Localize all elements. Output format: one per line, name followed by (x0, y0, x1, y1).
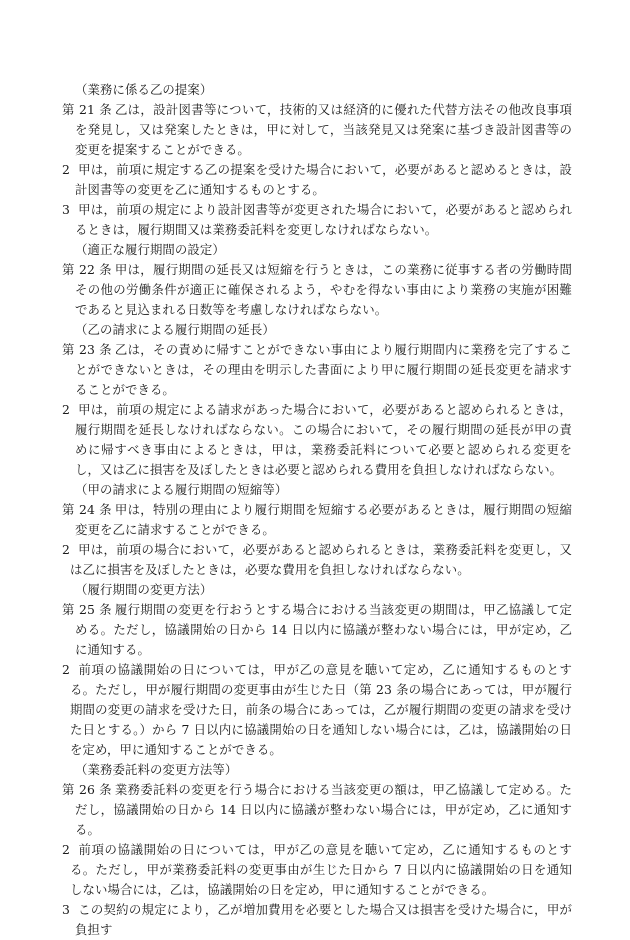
article-24 (62, 500, 572, 540)
clause (62, 160, 572, 200)
article-number: 第 23 条 (62, 342, 112, 357)
clause (62, 840, 572, 900)
article-text: 甲は，特別の理由により履行期間を短縮する必要があるときは，履行期間の短縮変更を乙に請求することができる。 (75, 502, 572, 537)
article-heading: （業務に係る乙の提案） (75, 82, 213, 97)
article-text: 業務委託料の変更を行う場合における当該変更の額は，甲乙協議して定める。ただし，協議開始の日から 14 日以内に協議が整わない場合には，甲が定め，乙に通知する。 (75, 782, 572, 837)
clause-number: 3 (62, 202, 70, 217)
contract-document (62, 80, 572, 940)
article-25 (62, 600, 572, 660)
article-number: 第 24 条 (62, 502, 112, 517)
article-heading: （甲の請求による履行期間の短縮等） (75, 482, 288, 497)
clause-text: この契約の規定により，乙が増加費用を必要とした場合又は損害を受けた場合に，甲が負担す (75, 902, 572, 937)
clause-text: 甲は，前項の場合において，必要があると認められるときは，業務委託料を変更し，又は乙に損害を及ぼしたときは，必要な費用を負担しなければならない。 (70, 542, 572, 577)
article-text: 乙は，その責めに帰すことができない事由により履行期間内に業務を完了することができないときは，その理由を明示した書面により甲に履行期間の延長変更を請求することができる。 (75, 342, 572, 397)
article-number: 第 26 条 (62, 782, 112, 797)
clause-number: 3 (62, 902, 70, 917)
clause-text: 前項の協議開始の日については，甲が乙の意見を聴いて定め，乙に通知するものとする。ただし，甲が履行期間の変更事由が生じた日（第 23 条の場合にあっては，甲が履行期間の変更の請求を受けた日，前条の場合にあっては，乙が履行期間の変更の請求を受けた日とする。）から 7 日以内に協議開始の日を通知しない場合には，乙は，協議開始の日を定め，甲に通知することができる。 (70, 662, 572, 757)
clause-number: 2 (62, 542, 70, 557)
clause (62, 540, 572, 580)
article-22 (62, 260, 572, 320)
article-text: 甲は，履行期間の延長又は短縮を行うときは，この業務に従事する者の労働時間その他の労働条件が適正に確保されるよう，やむを得ない事由により業務の実施が困難であると見込まれる日数等を考慮しなければならない。 (75, 262, 572, 317)
article-number: 第 25 条 (62, 602, 112, 617)
article-26 (62, 780, 572, 840)
article-number: 第 22 条 (62, 262, 112, 277)
clause (62, 900, 572, 940)
clause-text: 甲は，前項の規定による請求があった場合において，必要があると認められるときは，履行期間を延長しなければならない。この場合において，その履行期間の延長が甲の責めに帰すべき事由によるときは，甲は，業務委託料について必要と認められる変更をし，又は乙に損害を及ぼしたときは必要と認められる費用を負担しなければならない。 (75, 402, 572, 477)
clause (62, 660, 572, 760)
clause-number: 2 (62, 662, 70, 677)
article-heading: （業務委託料の変更方法等） (75, 762, 238, 777)
clause-number: 2 (62, 402, 70, 417)
clause-text: 前項の協議開始の日については，甲が乙の意見を聴いて定め，乙に通知するものとする。ただし，甲が業務委託料の変更事由が生じた日から 7 日以内に協議開始の日を通知しない場合には，乙は，協議開始の日を定め，甲に通知することができる。 (70, 842, 572, 897)
clause-text: 甲は，前項の規定により設計図書等が変更された場合において，必要があると認められるときは，履行期間又は業務委託料を変更しなければならない。 (75, 202, 572, 237)
article-text: 履行期間の変更を行おうとする場合における当該変更の期間は，甲乙協議して定める。ただし，協議開始の日から 14 日以内に協議が整わない場合には，甲が定め，乙に通知する。 (75, 602, 572, 657)
clause-text: 甲は，前項に規定する乙の提案を受けた場合において，必要があると認めるときは，設計図書等の変更を乙に通知するものとする。 (75, 162, 572, 197)
article-23 (62, 340, 572, 400)
article-heading: （乙の請求による履行期間の延長） (75, 322, 275, 337)
clause (62, 400, 572, 480)
article-text: 乙は，設計図書等について，技術的又は経済的に優れた代替方法その他改良事項を発見し，又は発案したときは，甲に対して，当該発見又は発案に基づき設計図書等の変更を提案することができる。 (75, 102, 572, 157)
clause-number: 2 (62, 162, 70, 177)
article-21 (62, 100, 572, 160)
article-heading: （履行期間の変更方法） (75, 582, 213, 597)
article-number: 第 21 条 (62, 102, 112, 117)
clause (62, 200, 572, 240)
clause-number: 2 (62, 842, 70, 857)
article-heading: （適正な履行期間の設定） (75, 242, 225, 257)
